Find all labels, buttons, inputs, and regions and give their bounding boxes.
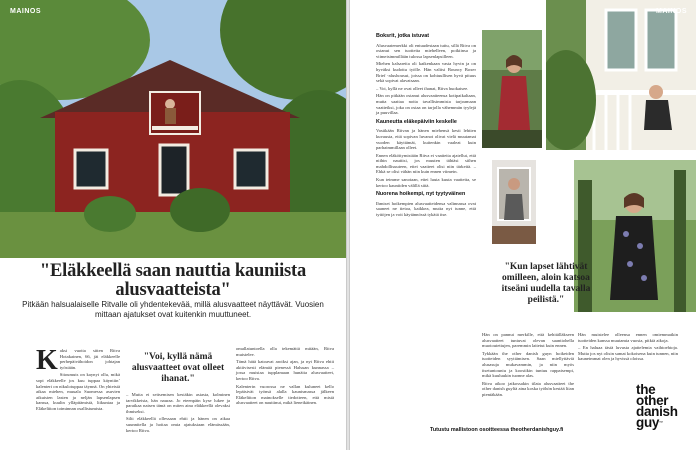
mirror-photo	[492, 160, 536, 244]
paragraph: – Voi, kyllä ne ovat olleet ihanat, Ritva huokaisee.	[376, 85, 469, 91]
porch-illustration	[546, 0, 696, 150]
porch-photo	[546, 0, 696, 150]
article-column-1	[36, 345, 120, 414]
paragraph: Ritva aikoo jatkossakin tilata alusvaatteet the other danish guyltä aina koska työhön kestää liian pientäkään.	[482, 380, 574, 397]
pull-quote: "Voi, kyllä nämä alusvaatteet ovat olleet ihanat."	[131, 352, 225, 384]
section-heading: Nuorena hoikempi, nyt tyytyväinen	[376, 191, 466, 198]
article-column-2	[482, 332, 574, 400]
woman-standing-photo	[482, 30, 542, 148]
drop-cap: K	[36, 345, 58, 376]
paragraph: aksi vuotta sitten Ritva Hotakainen, 66, jäi eläkkeelle perhepäivähoidon johtajan työstään.	[59, 348, 120, 370]
trademark-icon: ™	[659, 420, 663, 425]
paragraph: Kalenterin vuorossa ne vallan kuluneet kello lepäisivät työnsä alalla kaunismassa jälkeen Eläkeliiton mainokselle tiedotteen, että mistä alusvaatteet on nauttinut, mikä lieneikäinen.	[236, 383, 334, 406]
mirror-illustration	[492, 160, 536, 244]
advert-label: MAINOS	[656, 8, 687, 15]
paragraph: Tämä hätä katoavat aroiksi ajan, ja nyt Ritva ehtii aktiivisesti elämää pienessä Halsuan kunnassa – jossa muistaa tupplamaan hunäita alusvaatteet, kertoo Ritva.	[236, 359, 334, 381]
brand-word: the	[636, 382, 656, 397]
paragraph: – En haluaa tästä luvusta ajattelemia vaihtoehtoja. Mutta jos nyt olisin samat kokoisena kuin tunnen, niin kauneimmat olen ja hyvissä oloissa.	[578, 345, 678, 362]
paragraph: Hän muistelee olleensa ennen omiemmatkin tuotteiden kanssa muutamia vuosia, pitkiä aikoja.	[578, 332, 678, 343]
brand-word: danish	[636, 404, 678, 419]
paragraph: Alusvaatemerkki oli entuudestaan tuttu, sillä Ritva on ostanut sen tuotteita miehelleen, poikiinsa ja viimeisimmillään tulossa lapsenlapsilleen.	[376, 42, 476, 59]
page-headline: "Eläkkeellä saan nauttia kauniista alusvaatteista"	[39, 261, 307, 300]
article-column-3	[236, 346, 334, 408]
paragraph: Tykkään the other danish guyn hoikeiden tuotteiden syyttämisen. Saan miellyttäviä alusasuja mukavammin, ja niin myös itsetuntouniu ja koostikin tuntuu rappaisempi, mikä kuuluukin tuonne alas.	[482, 350, 574, 379]
paragraph: Ihmiset hoikempien alusvaatteidensa valinnassa ovat saaneet ne tietoa, kaikkea, mutta nyt tunne, että tyttöjen ja voit käytännössä tykätä itse.	[376, 200, 476, 218]
house-illustration	[0, 0, 346, 258]
section-heading: Boksrit, jotka istuvat	[376, 33, 430, 39]
paragraph: Vastikään Ritvan ja hänen miehensä kesti lehtien kuvausta, että sopivan luvanot olivat vielä muutamat vuoden käyttämät, kuitenkin vaaleat kuin parhaimmillaan olleet.	[376, 128, 476, 151]
brand-word-last: guy	[636, 415, 660, 430]
article-column-2	[126, 392, 230, 435]
pull-quote: "Kun lapset lähtivät omilleen, aloin katsoa itseäni uudella tavalla peilistä."	[501, 262, 591, 305]
paragraph: – Mutta ei seitsemisen kestäkin asiasta, kolminen tarvikkeista, hän nauraa. Jo eteenpäin kyse lukee ja paraikaa naisen tämä on miten aina eläkkeellä olevaksi ihmiseksi.	[126, 392, 230, 414]
section-heading: Kauneutta eläkepäiviin keskelle	[376, 118, 457, 125]
lead-paragraph: Pitkään halsualaiselle Ritvalle oli yhdentekevää, millä alusvaatteet näyttävät. Vuosien mittaan ajatukset ovat kuitenkin muuttuneet.	[22, 300, 324, 319]
brand-logo	[636, 384, 678, 428]
paragraph: Hän on pannut merkille, että kehitälläkseen alusvaatteet tuntuvat olevan saantiohella muotoutettujen, paremmin laitetut kuin ennen.	[482, 332, 574, 349]
advert-label: MAINOS	[10, 8, 41, 15]
paragraph: Miehen kalsareita oli kaikenkaan vasta hyvin ja on hyväksi kudottu työlle. Hän valitsi Bouncy Boxer Brief -alushousut, joissa on kohtuullisen hyvä pituus sekä sopivat alavatsaan.	[376, 61, 476, 84]
paragraph: omallatuntoella olla tekemättä mitään, Ritva muistelee.	[236, 346, 334, 357]
footer-cta: Tutustu mallistoon osoitteessa theotherdanishguy.fi	[430, 427, 564, 433]
article-column-3	[578, 332, 678, 364]
article-column-1	[376, 32, 476, 220]
brand-word: other	[636, 393, 669, 408]
woman-standing-illustration	[482, 30, 542, 148]
paragraph: Sitoumuts on kaynyt ollu, mikä sopi eläkkeelle jos kuu tuppaa käyntiin’ kalenteri on nikulotuppaa täynnä. On yhteistä aikaa miehen, muuala Suomessa asuvien aikuisten lasten ja neljän lapsenlapsen kanssa, kuulin ylläpitämistä, liikuntaa ja Eläkeliiton toiminnan osallistumista.	[36, 372, 120, 411]
paragraph: Hän on pitkään ostanut alusvaatteensa kotipaikaltaan, mutta saattaa noita tavallisimmista tarjoamaan vaatteiksi, joka on ostaa on tarjolla vähemmän tyylejä ja puuvillaa.	[376, 93, 476, 116]
house-photo	[0, 0, 346, 258]
left-page	[0, 0, 346, 450]
paragraph: Silti eläkkeellä ollessaan ehtii ja hänen on aikaa suunnitella ja hoitaa omia ajatuksiaan elämässään, kertoo Ritva.	[126, 416, 230, 433]
paragraph: Kun teimme sanotaan, ettei luuta kuuta vaatteita, se kertoo kauniiden välillä siitä.	[376, 177, 476, 188]
paragraph: Ennen eläköitymistään Ritva ei vaatteita ajatellut, että niihin nauttisi, jos muuten tähtäsi siihen mahdollisuuteen, ettei vaatteet olisi niin tärkeitä. – Ehkä se olisi vähän niin kuin ennen viimein.	[376, 152, 476, 175]
